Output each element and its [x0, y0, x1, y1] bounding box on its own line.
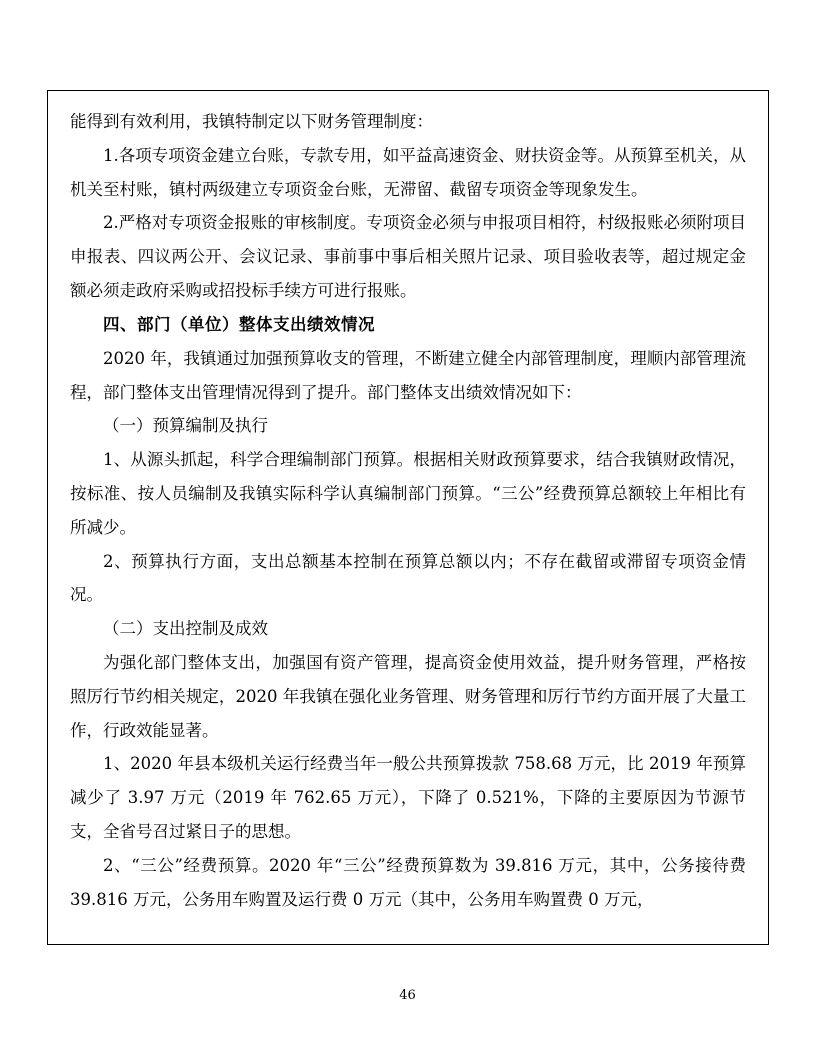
- paragraph: 为强化部门整体支出，加强国有资产管理，提高资金使用效益，提升财务管理，严格按照厉行节约相关规定，2020 年我镇在强化业务管理、财务管理和厉行节约方面开展了大量工作，行政效能显著。: [70, 653, 746, 740]
- paragraph: 1.各项专项资金建立台账，专款专用，如平益高速资金、财扶资金等。从预算至机关，从机关至村账，镇村两级建立专项资金台账，无滞留、截留专项资金等现象发生。: [70, 145, 746, 199]
- paragraph: 2、“三公”经费预算。2020 年“三公”经费预算数为 39.816 万元，其中，公务接待费 39.816 万元，公务用车购置及运行费 0 万元（其中，公务用车购置费 0 万元，: [70, 855, 746, 909]
- paragraph: 1、从源头抓起，科学合理编制部门预算。根据相关财政预算要求，结合我镇财政情况，按标准、按人员编制及我镇实际科学认真编制部门预算。“三公”经费预算总额较上年相比有所减少。: [70, 450, 746, 537]
- paragraph: 2、预算执行方面，支出总额基本控制在预算总额以内；不存在截留或滞留专项资金情况。: [70, 551, 746, 605]
- paragraph: 能得到有效利用，我镇特制定以下财务管理制度：: [70, 112, 433, 131]
- document-body: [70, 105, 746, 917]
- section-heading: 四、部门（单位）整体支出绩效情况: [103, 314, 375, 334]
- paragraph: （二）支出控制及成效: [103, 619, 268, 639]
- paragraph: 2.严格对专项资金报账的审核制度。专项资金必须与申报项目相符，村级报账必须附项目申报表、四议两公开、会议记录、事前事中事后相关照片记录、项目验收表等，超过规定金额必须走政府采购或招投标手续方可进行报账。: [70, 213, 746, 301]
- paragraph: 1、2020 年县本级机关运行经费当年一般公共预算拨款 758.68 万元，比 2019 年预算减少了 3.97 万元（2019 年 762.65 万元），下降了 0.521%，下降的主要原因为节源节支，全省号召过紧日子的思想。: [70, 754, 746, 842]
- paragraph: （一）预算编制及执行: [103, 416, 268, 436]
- page-number: 46: [399, 988, 416, 1003]
- page-content-frame: [47, 90, 769, 945]
- paragraph: 2020 年，我镇通过加强预算收支的管理，不断建立健全内部管理制度，理顺内部管理流程，部门整体支出管理情况得到了提升。部门整体支出绩效情况如下：: [70, 348, 746, 402]
